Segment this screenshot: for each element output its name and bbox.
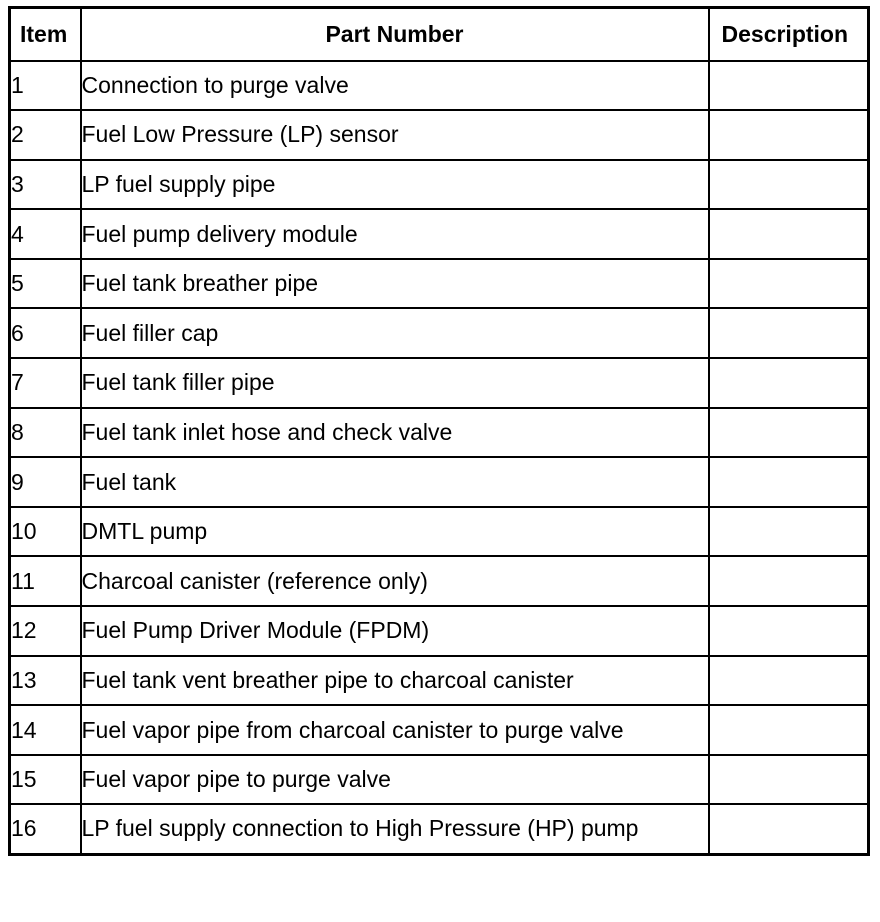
table-row [10,606,869,656]
part-name: Charcoal canister (reference only) [81,556,709,606]
table-row [10,61,869,111]
description-cell [709,110,869,160]
item-number: 1 [10,61,81,111]
part-name: Fuel Pump Driver Module (FPDM) [81,606,709,656]
part-name: Fuel tank [81,457,709,507]
table-row [10,705,869,755]
item-number: 13 [10,656,81,706]
description-cell [709,556,869,606]
header-part-number: Part Number [81,8,709,61]
parts-table [8,6,870,856]
table-row [10,755,869,805]
table-row [10,160,869,210]
table-row [10,507,869,557]
table-row [10,656,869,706]
item-number: 6 [10,308,81,358]
part-name: Fuel Low Pressure (LP) sensor [81,110,709,160]
part-name: Fuel vapor pipe to purge valve [81,755,709,805]
part-name: LP fuel supply connection to High Pressure (HP) pump [81,804,709,854]
description-cell [709,61,869,111]
part-name: Fuel tank inlet hose and check valve [81,408,709,458]
header-description: Description [709,8,869,61]
part-name: LP fuel supply pipe [81,160,709,210]
description-cell [709,358,869,408]
description-cell [709,705,869,755]
description-cell [709,656,869,706]
table-row [10,308,869,358]
part-name: Fuel vapor pipe from charcoal canister to purge valve [81,705,709,755]
part-name: Fuel tank filler pipe [81,358,709,408]
item-number: 9 [10,457,81,507]
part-name: Fuel tank breather pipe [81,259,709,309]
description-cell [709,457,869,507]
item-number: 8 [10,408,81,458]
table-row [10,804,869,854]
item-number: 16 [10,804,81,854]
part-name: Connection to purge valve [81,61,709,111]
description-cell [709,755,869,805]
table-row [10,358,869,408]
description-cell [709,160,869,210]
part-name: Fuel pump delivery module [81,209,709,259]
item-number: 4 [10,209,81,259]
item-number: 15 [10,755,81,805]
table-row [10,408,869,458]
header-item: Item [10,8,81,61]
item-number: 2 [10,110,81,160]
header-row [10,8,869,61]
table-row [10,209,869,259]
item-number: 11 [10,556,81,606]
description-cell [709,308,869,358]
part-name: Fuel tank vent breather pipe to charcoal canister [81,656,709,706]
part-name: DMTL pump [81,507,709,557]
table-row [10,457,869,507]
item-number: 3 [10,160,81,210]
description-cell [709,507,869,557]
table-row [10,259,869,309]
part-name: Fuel filler cap [81,308,709,358]
item-number: 14 [10,705,81,755]
table-row [10,110,869,160]
item-number: 7 [10,358,81,408]
description-cell [709,606,869,656]
item-number: 5 [10,259,81,309]
description-cell [709,408,869,458]
description-cell [709,209,869,259]
item-number: 10 [10,507,81,557]
description-cell [709,259,869,309]
item-number: 12 [10,606,81,656]
table-row [10,556,869,606]
description-cell [709,804,869,854]
